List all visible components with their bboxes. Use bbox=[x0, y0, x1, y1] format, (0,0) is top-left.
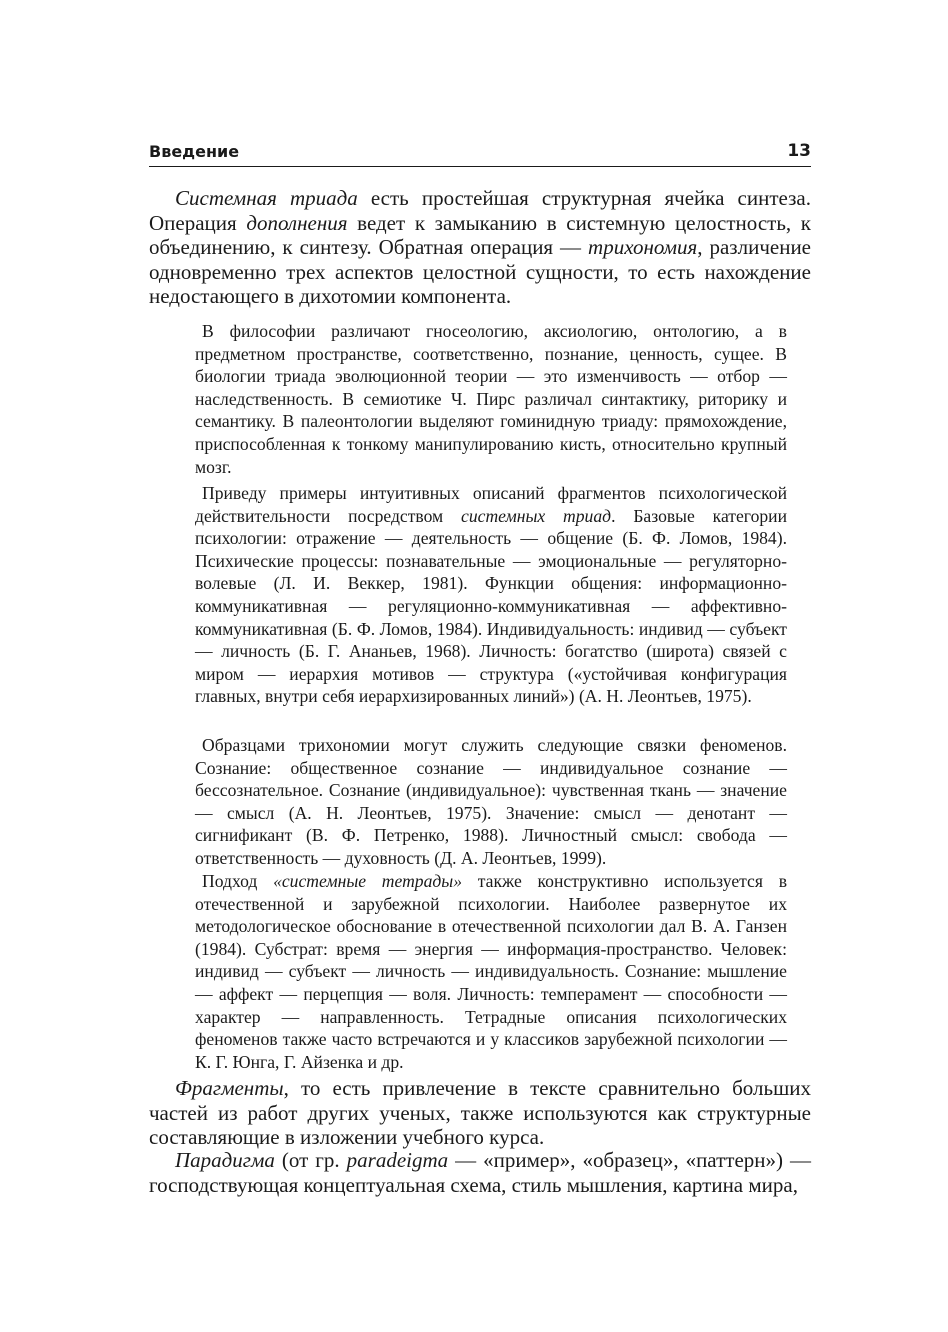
paragraph-paradigm bbox=[149, 1148, 811, 1197]
text-span: Приведу примеры интуитивных описаний фрагментов психологической действительности посредством bbox=[195, 483, 787, 526]
text-span: также конструктивно используется в отечественной и зарубежной психологии. Наиболее развернутое их методологическое обоснование в отечественной психологии дал В. А. Ганзен (1984). Субстрат: время — энергия — информация-пространство. Человек: индивид — субъект — личность — индивидуальность. Сознание: мышление — аффект — перцепция — воля. Личность: темперамент — способности — характер — направленность. Тетрадные описания психологических феноменов также часто встречаются и у классиков зарубежной психологии — К. Г. Юнга, Г. Айзенка и др. bbox=[195, 871, 788, 1072]
paragraph-fragments bbox=[149, 1076, 811, 1150]
example-text: Образцами трихономии могут служить следующие связки феноменов. Сознание: общественное сознание — индивидуальное сознание — бессознательное. Сознание (индивидуальное): чувственная ткань — значение — смысл (А. Н. Леонтьев, 1975). Значение: смысл — денотант — сигнификант (В. Ф. Петренко, 1988). Личностный смысл: свобода — ответственность — духовность (Д. А. Леонтьев, 1999). bbox=[195, 735, 787, 868]
section-title: Введение bbox=[149, 142, 240, 161]
text-span: , различение одновременно трех аспектов целостной сущности, то есть нахождение недостающего в дихотомии компонента. bbox=[149, 235, 812, 309]
page-number: 13 bbox=[787, 141, 811, 161]
term-paradigm: Парадигма bbox=[175, 1148, 275, 1172]
text-span: (от гр. bbox=[274, 1148, 347, 1172]
running-header bbox=[149, 140, 811, 167]
term-fragments: Фрагменты bbox=[175, 1076, 284, 1100]
text-span: . Базовые категории психологии: отражение — деятельность — общение (Б. Ф. Ломов, 1984). Психические процессы: познавательные — эмоциональные — регуляторно-волевые (Л. И. Веккер, 1981). Функции общения: информационно-коммуникативная — регуляционно-коммуникативная — аффективно-коммуникативная (Б. Ф. Ломов, 1984). Индивидуальность: индивид — субъект — личность (Б. Г. Ананьев, 1968). Личность: богатство (широта) связей с миром — иерархия мотивов — структура («устойчивая конфигурация главных, внутри себя иерархизированных линий») (А. Н. Леонтьев, 1975). bbox=[195, 505, 787, 707]
example-block-tetrads bbox=[195, 870, 787, 1073]
text-span: есть простейшая структурная ячейка синтеза. Операция bbox=[149, 186, 811, 235]
term-system-triad: Системная триада bbox=[175, 186, 358, 210]
term-trichonomy: трихономия bbox=[588, 235, 698, 260]
example-block-trichonomy bbox=[195, 734, 787, 870]
term-system-tetrads: «системные тетрады» bbox=[273, 871, 463, 891]
term-paradeigma: paradeigma bbox=[346, 1148, 449, 1172]
example-block-philosophy bbox=[195, 320, 787, 478]
paragraph-system-triad bbox=[149, 186, 811, 309]
example-text: В философии различают гносеологию, аксиологию, онтологию, а в предметном пространстве, соответственно, познание, ценность, сущее. В биологии триада эволюционной теории — это изменчивость — отбор — наследственность. В семиотике Ч. Пирс различал синтактику, риторику и семантику. В палеонтологии выделяют гоминидную триаду: прямохождение, приспособленная к тонкому манипулированию кисть, относительно крупный мозг. bbox=[195, 321, 787, 477]
term-system-triads: системных триад bbox=[461, 505, 612, 526]
text-span: , то есть привлечение в тексте сравнительно больших частей из работ других ученых, также используются как структурные составляющие в изложении учебного курса. bbox=[149, 1076, 811, 1150]
example-block-psychology-triads bbox=[195, 482, 787, 708]
text-span: Подход bbox=[202, 871, 274, 891]
text-span: — «пример», «образец», «паттерн») — господствующая концептуальная схема, стиль мышления, картина мира, bbox=[149, 1148, 811, 1197]
text-span: ведет к замыканию в системную целостность, к объединению, к синтезу. Обратная операция — bbox=[149, 210, 811, 260]
term-complement: дополнения bbox=[246, 210, 348, 235]
